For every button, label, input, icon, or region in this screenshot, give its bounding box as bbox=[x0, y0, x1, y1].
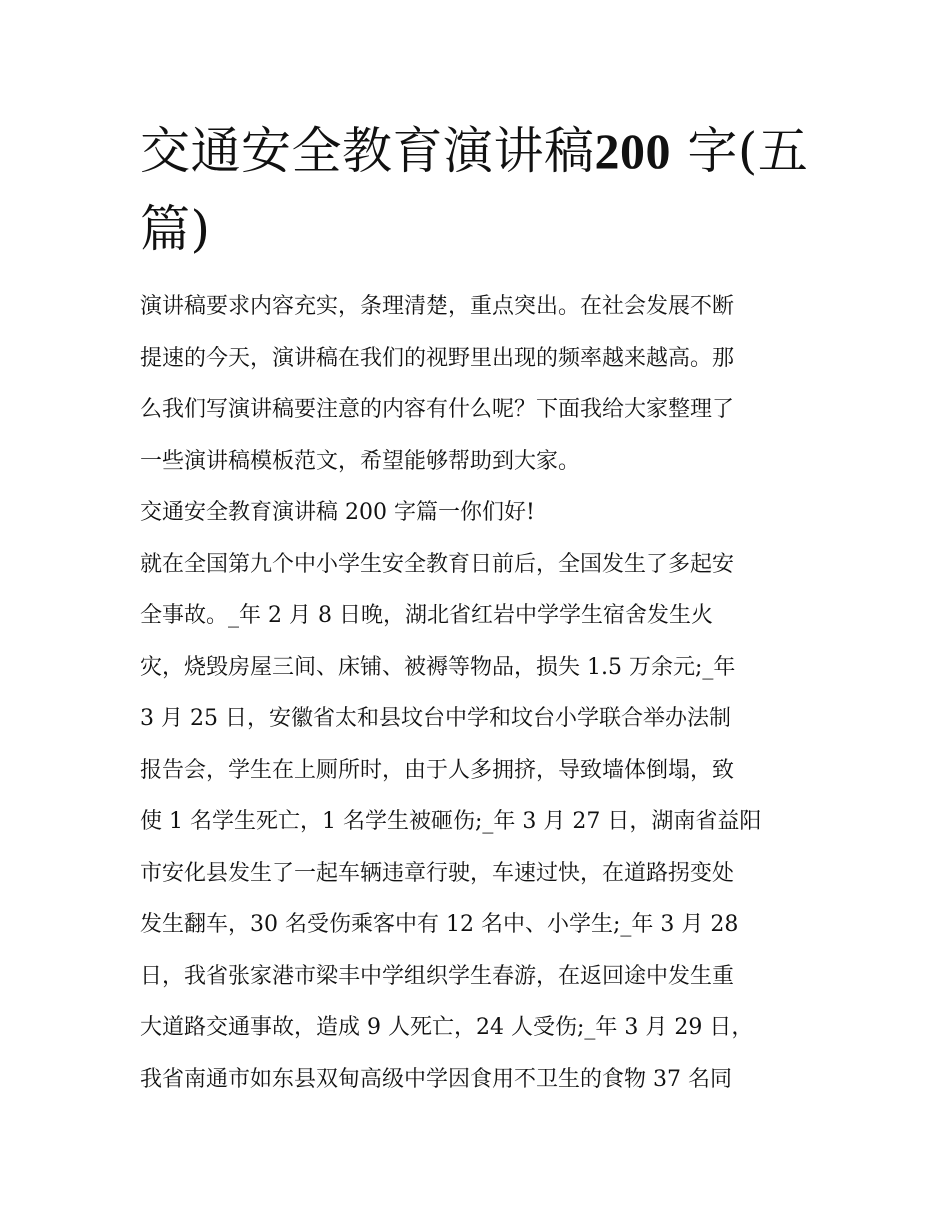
body-line: 大道路交通事故，造成 9 人死亡，24 人受伤;_年 3 月 29 日， bbox=[140, 1015, 754, 1040]
title-line1-number: 200 bbox=[594, 123, 671, 179]
title-line1-prefix: 交通安全教育演讲稿 bbox=[140, 122, 595, 180]
title-line1-suffix: 字(五 bbox=[671, 122, 809, 180]
intro-line: 一些演讲稿模板范文，希望能够帮助到大家。 bbox=[140, 448, 581, 474]
title-line2: 篇) bbox=[140, 200, 211, 258]
body-line: 3 月 25 日，安徽省太和县坟台中学和坟台小学联合举办法制 bbox=[140, 706, 731, 731]
body-line: 市安化县发生了一起车辆违章行驶，车速过快，在道路拐变处 bbox=[140, 860, 735, 886]
body-line: 全事故。_年 2 月 8 日晚，湖北省红岩中学学生宿舍发生火 bbox=[140, 603, 713, 628]
body-line: 我省南通市如东县双甸高级中学因食用不卫生的食物 37 名同 bbox=[140, 1066, 732, 1092]
document-title bbox=[140, 112, 815, 268]
intro-paragraph bbox=[140, 281, 815, 487]
intro-line: 演讲稿要求内容充实，条理清楚，重点突出。在社会发展不断 bbox=[140, 294, 735, 319]
section-heading-text: 交通安全教育演讲稿 200 字篇一你们好! bbox=[140, 500, 535, 525]
body-line: 就在全国第九个中小学生安全教育日前后，全国发生了多起安 bbox=[140, 551, 735, 577]
document-body bbox=[140, 281, 815, 1105]
body-line: 发生翻车，30 名受伤乘客中有 12 名中、小学生;_年 3 月 28 bbox=[140, 912, 739, 937]
body-paragraph bbox=[140, 539, 815, 1106]
section-heading bbox=[140, 487, 815, 539]
intro-line: 提速的今天，演讲稿在我们的视野里出现的频率越来越高。那 bbox=[140, 345, 735, 371]
body-line: 日，我省张家港市梁丰中学组织学生春游，在返回途中发生重 bbox=[140, 963, 735, 989]
body-line: 使 1 名学生死亡，1 名学生被砸伤;_年 3 月 27 日，湖南省益阳 bbox=[140, 809, 762, 834]
body-line: 灾，烧毁房屋三间、床铺、被褥等物品，损失 1.5 万余元;_年 bbox=[140, 654, 736, 680]
body-line: 报告会，学生在上厕所时，由于人多拥挤，导致墙体倒塌，致 bbox=[140, 757, 735, 783]
intro-line: 么我们写演讲稿要注意的内容有什么呢？下面我给大家整理了 bbox=[140, 397, 735, 422]
